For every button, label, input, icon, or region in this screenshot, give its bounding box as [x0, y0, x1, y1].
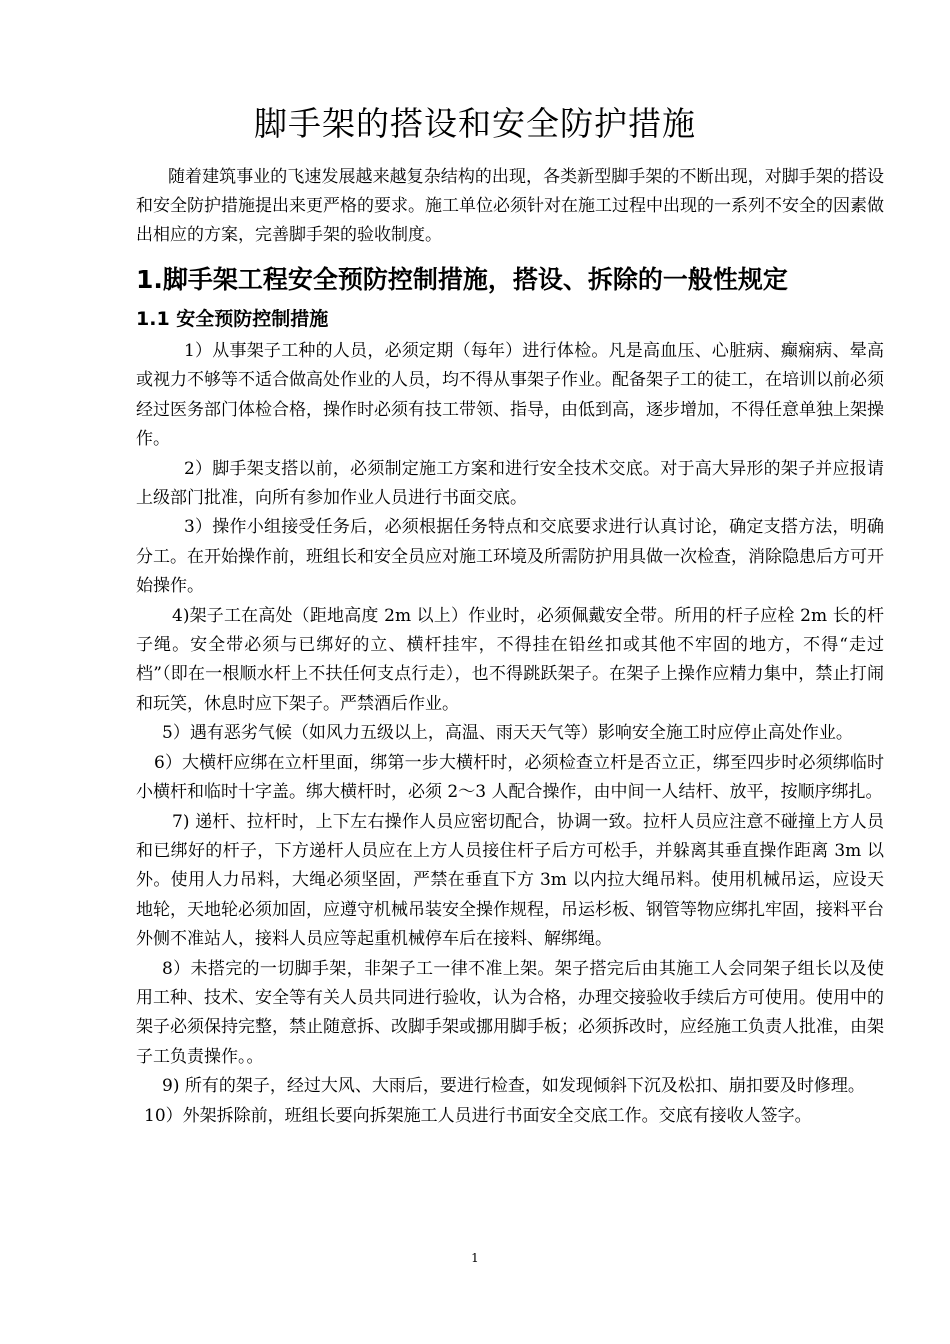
document-title: 脚手架的搭设和安全防护措施 — [254, 104, 696, 143]
measure-item-1: 1）从事架子工种的人员，必须定期（每年）进行体检。凡是高血压、心脏病、癫痫病、晕高或视力不够等不适合做高处作业的人员，均不得从事架子作业。配备架子工的徒工，在培训以前必须经过医务部门体检合格，操作时必须有技工带领、指导，由低到高，逐步增加，不得任意单独上架操作。 — [136, 341, 884, 450]
measure-item-6: 6）大横杆应绑在立杆里面，绑第一步大横杆时，必须检查立杆是否立正，绑至四步时必须绑临时小横杆和临时十字盖。绑大横杆时，必须 2～3 人配合操作，由中间一人结杆、放平，按顺序绑扎。 — [136, 752, 884, 803]
measure-item-5: 5）遇有恶劣气候（如风力五级以上，高温、雨天天气等）影响安全施工时应停止高处作业。 — [162, 723, 853, 744]
measure-item-8: 8）未搭完的一切脚手架，非架子工一律不准上架。架子搭完后由其施工人会同架子组长以及使用工种、技术、安全等有关人员共同进行验收，认为合格，办理交接验收手续后方可使用。使用中的架子必须保持完整，禁止随意拆、改脚手架或挪用脚手板；必须拆改时，应经施工负责人批准，由架子工负责操作。。 — [136, 958, 884, 1067]
intro-paragraph: 随着建筑事业的飞速发展越来越复杂结构的出现，各类新型脚手架的不断出现，对脚手架的搭设和安全防护措施提出来更严格的要求。施工单位必须针对在施工过程中出现的一系列不安全的因素做出相应的方案，完善脚手架的验收制度。 — [136, 167, 884, 245]
measures-list — [136, 337, 884, 1131]
subsection-1-1-heading: 1.1 安全预防控制措施 — [136, 308, 329, 330]
measure-item-9: 9) 所有的架子，经过大风、大雨后，要进行检查，如发现倾斜下沉及松扣、崩扣要及时修理。 — [162, 1076, 865, 1097]
measure-item-2: 2）脚手架支搭以前，必须制定施工方案和进行安全技术交底。对于高大异形的架子并应报请上级部门批准，向所有参加作业人员进行书面交底。 — [136, 458, 884, 509]
section-1-heading: 1.脚手架工程安全预防控制措施，搭设、拆除的一般性规定 — [136, 265, 788, 294]
measure-item-4: 4)架子工在高处（距地高度 2m 以上）作业时，必须佩戴安全带。所用的杆子应栓 2m 长的杆子绳。安全带必须与已绑好的立、横杆挂牢，不得挂在铅丝扣或其他不牢固的地方，不得“走过档”（即在一根顺水杆上不扶任何支点行走），也不得跳跃架子。在架子上操作应精力集中，禁止打闹和玩笑，休息时应下架子。严禁酒后作业。 — [136, 605, 884, 714]
measure-item-3: 3）操作小组接受任务后，必须根据任务特点和交底要求进行认真讨论，确定支搭方法，明确分工。在开始操作前，班组长和安全员应对施工环境及所需防护用具做一次检查，消除隐患后方可开始操作。 — [136, 517, 884, 597]
measure-item-7: 7) 递杆、拉杆时，上下左右操作人员应密切配合，协调一致。拉杆人员应注意不碰撞上方人员和已绑好的杆子，下方递杆人员应在上方人员接住杆子后方可松手，并躲离其垂直操作距离 3m 以外。使用人力吊料，大绳必须坚固，严禁在垂直下方 3m 以内拉大绳吊料。使用机械吊运，应设天地轮，天地轮必须加固，应遵守机械吊装安全操作规程，吊运杉板、钢管等物应绑扎牢固，接料平台外侧不准站人，接料人员应等起重机械停车后在接料、解绑绳。 — [136, 811, 884, 950]
page-number: 1 — [471, 1251, 479, 1265]
measure-item-10: 10）外架拆除前，班组长要向拆架施工人员进行书面安全交底工作。交底有接收人签字。 — [144, 1105, 812, 1126]
